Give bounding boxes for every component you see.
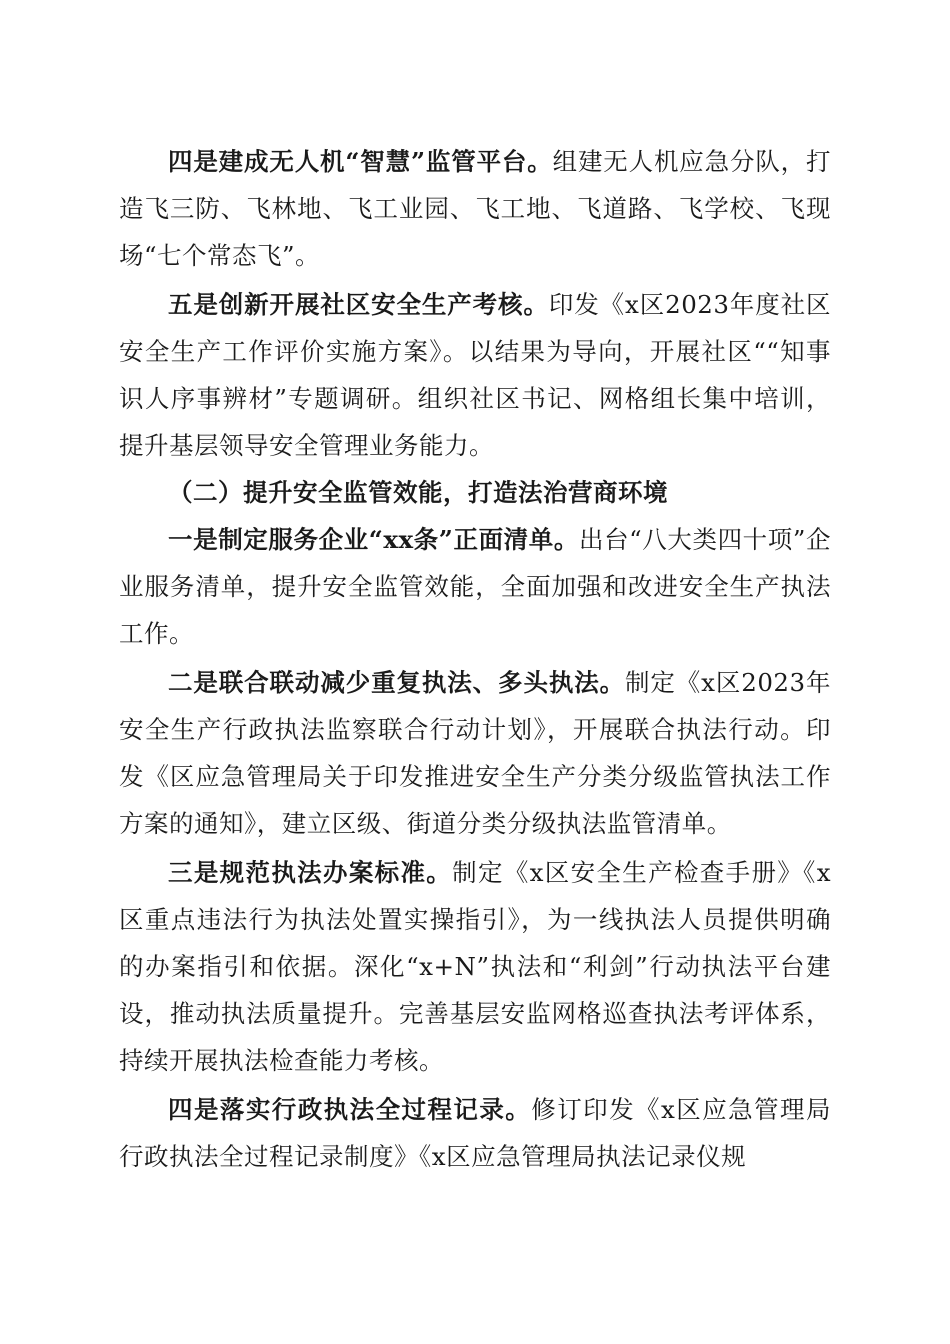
section-heading: （二）提升安全监管效能，打造法治营商环境: [168, 478, 668, 507]
paragraph-body: 组建无人机应急分队，打造飞三防、飞林地、飞工业园、飞工地、飞道路、飞学校、飞现场“七个常态飞”。: [119, 147, 831, 270]
paragraph-body: 出台“八大类四十项”企业服务清单，提升安全监管效能，全面加强和改进安全生产执法工作。: [119, 525, 831, 648]
paragraph-enforcement-standards: [119, 849, 831, 1084]
paragraph-lead: 二是联合联动减少重复执法、多头执法。: [168, 668, 625, 697]
paragraph-lead: 四是建成无人机“智慧”监管平台。: [168, 147, 553, 176]
paragraph-lead: 五是创新开展社区安全生产考核。: [168, 290, 549, 319]
paragraph-body: 制定《x区安全生产检查手册》《x区重点违法行为执法处置实操指引》，为一线执法人员提供明确的办案指引和依据。深化“x+N”执法和“利剑”行动执法平台建设，推动执法质量提升。完善基层安监网格巡查执法考评体系，持续开展执法检查能力考核。: [119, 858, 832, 1075]
paragraph-drone-platform: [119, 138, 831, 279]
paragraph-body: 制定《x区2023年安全生产行政执法监察联合行动计划》，开展联合执法行动。印发《区应急管理局关于印发推进安全生产分类分级监管执法工作方案的通知》，建立区级、街道分类分级执法监管清单。: [119, 668, 831, 838]
paragraph-body: 修订印发《x区应急管理局行政执法全过程记录制度》《x区应急管理局执法记录仪规: [119, 1095, 831, 1171]
paragraph-lead: 三是规范执法办案标准。: [168, 858, 453, 887]
paragraph-full-process-record: [119, 1086, 831, 1180]
paragraph-lead: 一是制定服务企业“xx条”正面清单。: [168, 525, 579, 554]
paragraph-joint-enforcement: [119, 659, 831, 847]
paragraph-lead: 四是落实行政执法全过程记录。: [168, 1095, 532, 1124]
paragraph-community-assessment: [119, 281, 831, 469]
document-page: [119, 138, 831, 1180]
paragraph-body: 印发《x区2023年度社区安全生产工作评价实施方案》。以结果为导向，开展社区““知事识人序事辨材”专题调研。组织社区书记、网格组长集中培训，提升基层领导安全管理业务能力。: [119, 290, 832, 460]
paragraph-service-list: [119, 516, 831, 657]
